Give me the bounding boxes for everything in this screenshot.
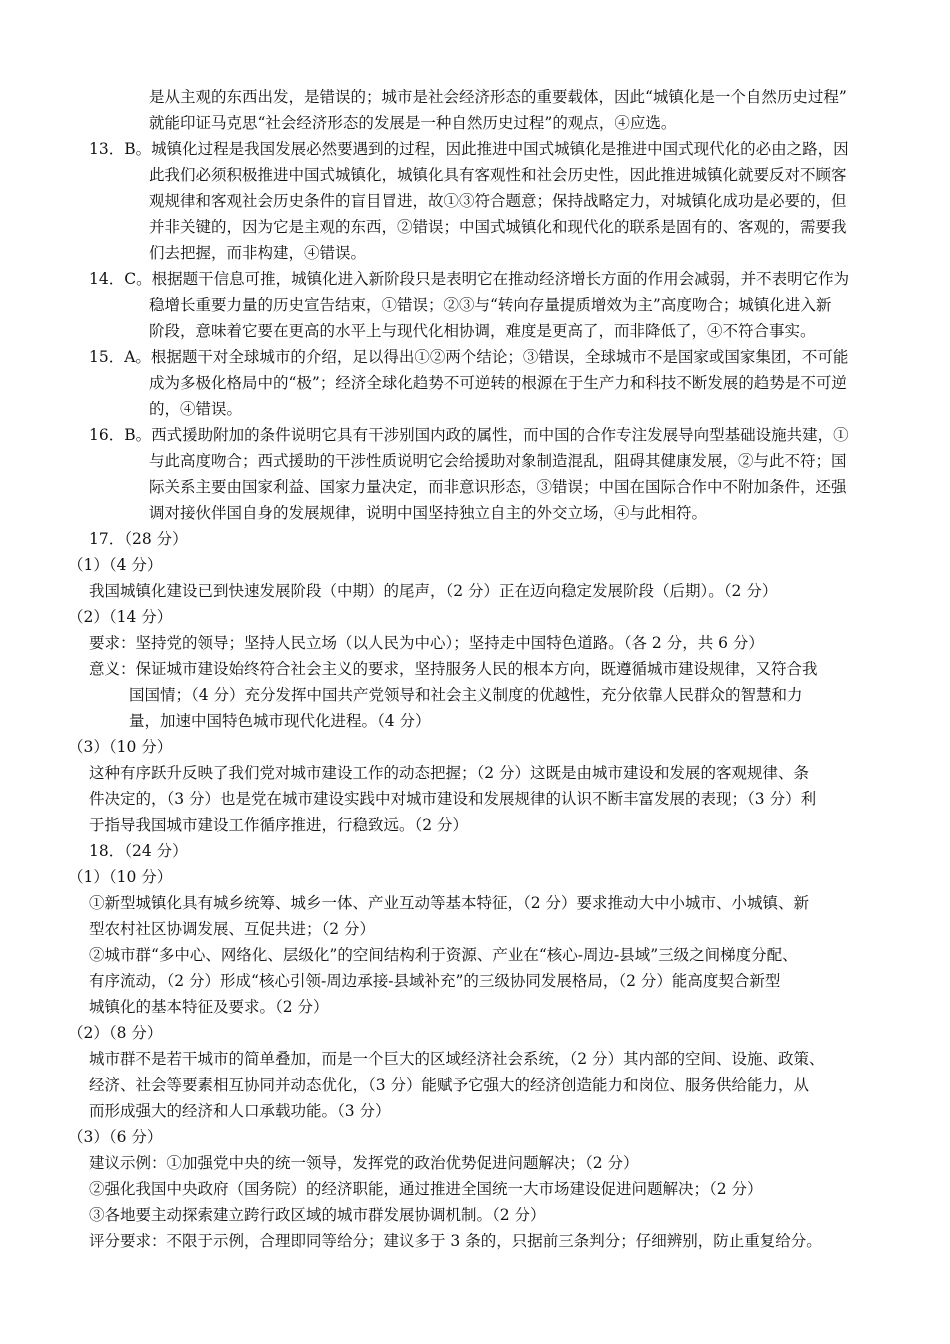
answer-block-q16 [68,422,883,526]
text-line: 15．A。根据题干对全球城市的介绍，足以得出①②两个结论；③错误，全球城市不是国家或国家集团，不可能 [89,348,849,366]
text-line: （1）（10 分） [68,868,173,886]
text-line: 国国情；（4 分）充分发挥中国共产党领导和社会主义制度的优越性，充分依靠人民群众的智慧和力 [129,686,803,704]
text-line: ②强化我国中央政府（国务院）的经济职能，通过推进全国统一大市场建设促进问题解决；（2 分） [89,1180,763,1198]
answer-block-q14 [68,266,883,344]
text-line: 经济、社会等要素相互协同并动态优化，（3 分）能赋予它强大的经济创造能力和岗位、服务供给能力，从 [89,1076,810,1094]
answer-block-q15 [68,344,883,422]
text-line: 就能印证马克思“社会经济形态的发展是一种自然历史过程”的观点，④应选。 [149,114,677,132]
text-line: 16．B。西式援助附加的条件说明它具有干涉别国内政的属性，而中国的合作专注发展导向型基础设施共建，① [89,426,849,444]
answer-block-q18 [68,838,883,1254]
text-line: 这种有序跃升反映了我们党对城市建设工作的动态把握；（2 分）这既是由城市建设和发展的客观规律、条 [89,764,810,782]
text-line: 与此高度吻合；西式援助的干涉性质说明它会给援助对象制造混乱，阻碍其健康发展，②与此不符；国 [149,452,847,470]
text-line: （1）（4 分） [68,556,163,574]
text-line: 型农村社区协调发展、互促共进；（2 分） [89,920,376,938]
text-line: 我国城镇化建设已到快速发展阶段（中期）的尾声，（2 分）正在迈向稳定发展阶段（后期）。（2 分） [89,582,778,600]
text-line: 17．（28 分） [89,530,188,548]
text-line: 的，④错误。 [149,400,243,418]
answer-block-q13 [68,136,883,266]
text-line: 量，加速中国特色城市现代化进程。（4 分） [129,712,431,730]
text-line: ②城市群“多中心、网络化、层级化”的空间结构利于资源、产业在“核心-周边-县域”三级之间梯度分配、 [89,946,798,964]
text-line: 18．（24 分） [89,842,188,860]
text-line: 成为多极化格局中的“极”；经济全球化趋势不可逆转的根源在于生产力和科技不断发展的趋势是不可逆 [149,374,847,392]
text-line: 要求：坚持党的领导；坚持人民立场（以人民为中心）；坚持走中国特色道路。（各 2 分，共 6 分） [89,634,764,652]
text-line: 评分要求：不限于示例，合理即同等给分；建议多于 3 条的，只据前三条判分；仔细辨别，防止重复给分。 [89,1232,822,1250]
text-line: 有序流动，（2 分）形成“核心引领-周边承接-县域补充”的三级协同发展格局，（2 分）能高度契合新型 [89,972,781,990]
text-line: 城市群不是若干城市的简单叠加，而是一个巨大的区域经济社会系统，（2 分）其内部的空间、设施、政策、 [89,1050,825,1068]
text-line: 于指导我国城市建设工作循序推进，行稳致远。（2 分） [89,816,469,834]
text-line: 件决定的，（3 分）也是党在城市建设实践中对城市建设和发展规律的认识不断丰富发展的表现；（3 分）利 [89,790,817,808]
text-line: 建议示例：①加强党中央的统一领导，发挥党的政治优势促进问题解决；（2 分） [89,1154,639,1172]
text-line: 此我们必须积极推进中国式城镇化，城镇化具有客观性和社会历史性，因此推进城镇化就要反对不顾客 [149,166,847,184]
text-line: （2）（8 分） [68,1024,163,1042]
answer-block-q17 [68,526,883,838]
text-line: 而形成强大的经济和人口承载功能。（3 分） [89,1102,391,1120]
text-line: 意义：保证城市建设始终符合社会主义的要求，坚持服务人民的根本方向，既遵循城市建设规律，又符合我 [89,660,818,678]
text-line: 13．B。城镇化过程是我国发展必然要遇到的过程，因此推进中国式城镇化是推进中国式现代化的必由之路，因 [89,140,849,158]
text-line: 城镇化的基本特征及要求。（2 分） [89,998,329,1016]
text-line: （3）（10 分） [68,738,173,756]
text-line: （2）（14 分） [68,608,173,626]
answer-block-q12-tail [68,84,883,136]
text-line: 稳增长重要力量的历史宣告结束，①错误；②③与“转向存量提质增效为主”高度吻合；城镇化进入新 [149,296,832,314]
text-line: 调对接伙伴国自身的发展规律，说明中国坚持独立自主的外交立场，④与此相符。 [149,504,708,522]
text-line: 观规律和客观社会历史条件的盲目冒进，故①③符合题意；保持战略定力，对城镇化成功是必要的，但 [149,192,847,210]
text-line: 际关系主要由国家利益、国家力量决定，而非意识形态，③错误；中国在国际合作中不附加条件，还强 [149,478,847,496]
text-line: 阶段，意味着它要在更高的水平上与现代化相协调，难度是更高了，而非降低了，④不符合事实。 [149,322,816,340]
text-line: ①新型城镇化具有城乡统筹、城乡一体、产业互动等基本特征，（2 分）要求推动大中小城市、小城镇、新 [89,894,810,912]
text-line: 14．C。根据题干信息可推，城镇化进入新阶段只是表明它在推动经济增长方面的作用会减弱，并不表明它作为 [89,270,850,288]
text-line: 并非关键的，因为它是主观的东西，②错误；中国式城镇化和现代化的联系是固有的、客观的，需要我 [149,218,847,236]
text-line: ③各地要主动探索建立跨行政区域的城市群发展协调机制。（2 分） [89,1206,546,1224]
text-line: 们去把握，而非构建，④错误。 [149,244,367,262]
text-line: 是从主观的东西出发，是错误的；城市是社会经济形态的重要载体，因此“城镇化是一个自然历史过程” [149,88,847,106]
text-line: （3）（6 分） [68,1128,163,1146]
